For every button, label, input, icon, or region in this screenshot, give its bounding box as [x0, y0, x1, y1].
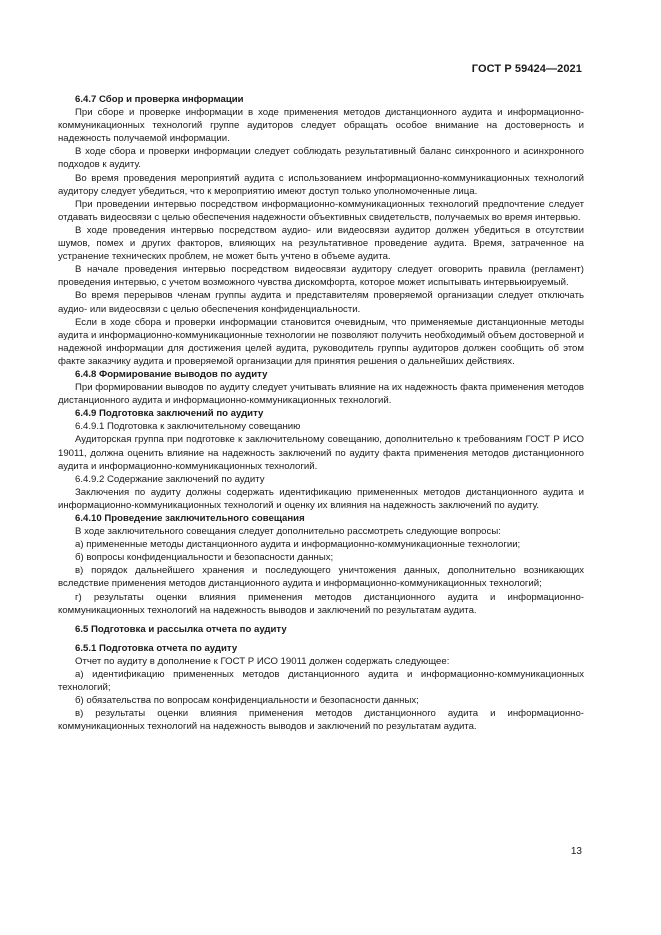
subsection-heading: 6.4.9.1 Подготовка к заключительному совещанию [75, 421, 301, 433]
paragraph: в) порядок дальнейшего хранения и последующего уничтожения данных, дополнительно возникающих вследствие применения методов дистанционного аудита и информационно-коммуникационных технологий; [58, 565, 584, 590]
paragraph: а) примененные методы дистанционного аудита и информационно-коммуникационные технологии; [75, 539, 521, 551]
section-heading: 6.4.8 Формирование выводов по аудиту [75, 368, 268, 380]
paragraph: В ходе сбора и проверки информации следует соблюдать результативный баланс синхронного и асинхронного подходов к аудиту. [58, 146, 584, 171]
paragraph: Во время проведения мероприятий аудита с использованием информационно-коммуникационных технологий аудитору следует убедиться, что к мероприятию имеют доступ только уполномоченные лица. [58, 172, 584, 197]
paragraph: Заключения по аудиту должны содержать идентификацию примененных методов дистанционного аудита и информационно-коммуникационных технологий и оценку их влияния на надежность заключений по аудиту. [58, 486, 584, 511]
section-heading: 6.5.1 Подготовка отчета по аудиту [75, 642, 238, 654]
paragraph: При формировании выводов по аудиту следует учитывать влияние на их надежность факта применения методов дистанционного аудита и информационно-коммуникационных технологий. [58, 382, 584, 407]
paragraph: Во время перерывов членам группы аудита и представителям проверяемой организации следует отключать аудио- или видеосвязи с целью обеспечения конфиденциальности. [58, 290, 584, 315]
paragraph: б) обязательства по вопросам конфиденциальности и безопасности данных; [75, 695, 419, 707]
paragraph: г) результаты оценки влияния применения методов дистанционного аудита и информационно-коммуникационных технологий на надежность выводов и заключений по результатам аудита. [58, 591, 584, 616]
section-heading: 6.4.10 Проведение заключительного совещания [75, 513, 305, 524]
section-heading: 6.4.9 Подготовка заключений по аудиту [75, 408, 264, 420]
paragraph: При сборе и проверке информации в ходе применения методов дистанционного аудита и информационно-коммуникационных технологий группе аудиторов следует обращать особое внимание на достоверность и надежность получаемой информации. [58, 107, 584, 145]
paragraph: Если в ходе сбора и проверки информации становится очевидным, что применяемые дистанционные методы аудита и информационно-коммуникационные технологии не позволяют получить необходимый объем достоверной и надежной информации для достижения целей аудита, руководитель группы аудиторов должен сообщить об этом факте заказчику аудита и проверяемой организации для принятия решения о дальнейших действиях. [58, 316, 584, 367]
document-standard-id: ГОСТ Р 59424—2021 [471, 63, 582, 75]
paragraph: В ходе проведения интервью посредством аудио- или видеосвязи аудитор должен убедиться в отсутствии шумов, помех и других факторов, влияющих на результативное проведение аудита. Время, затраченное на устранение технических проблем, не может быть учтено в объеме аудита. [58, 224, 584, 263]
paragraph: а) идентификацию примененных методов дистанционного аудита и информационно-коммуникационных технологий; [58, 669, 584, 694]
paragraph: При проведении интервью посредством информационно-коммуникационных технологий предпочтение следует отдавать видеосвязи с целью обеспечения надежности объективных свидетельств, получаемых во время интервью. [58, 198, 584, 223]
page-number: 13 [570, 846, 582, 857]
section-heading: 6.5 Подготовка и рассылка отчета по аудиту [75, 623, 287, 635]
paragraph: В начале проведения интервью посредством видеосвязи аудитору следует оговорить правила (регламент) проведения интервью, с учетом возможного чувства дискомфорта, которое может испытывать интервьюируемый. [58, 264, 584, 289]
paragraph: В ходе заключительного совещания следует дополнительно рассмотреть следующие вопросы: [75, 526, 501, 538]
document-body [58, 93, 584, 734]
subsection-heading: 6.4.9.2 Содержание заключений по аудиту [75, 473, 265, 485]
paragraph: б) вопросы конфиденциальности и безопасности данных; [75, 552, 334, 564]
section-heading: 6.4.7 Сбор и проверка информации [75, 94, 244, 105]
paragraph: в) результаты оценки влияния применения методов дистанционного аудита и информационно-коммуникационных технологий на надежность выводов и заключений по результатам аудита. [58, 708, 584, 733]
paragraph: Отчет по аудиту в дополнение к ГОСТ Р ИСО 19011 должен содержать следующее: [75, 655, 450, 667]
paragraph: Аудиторская группа при подготовке к заключительному совещанию, дополнительно к требованиям ГОСТ Р ИСО 19011, должна оценить влияние на надежность заключений по аудиту факта применения методов дистанционного аудита и информационно-коммуникационных технологий. [58, 434, 584, 472]
